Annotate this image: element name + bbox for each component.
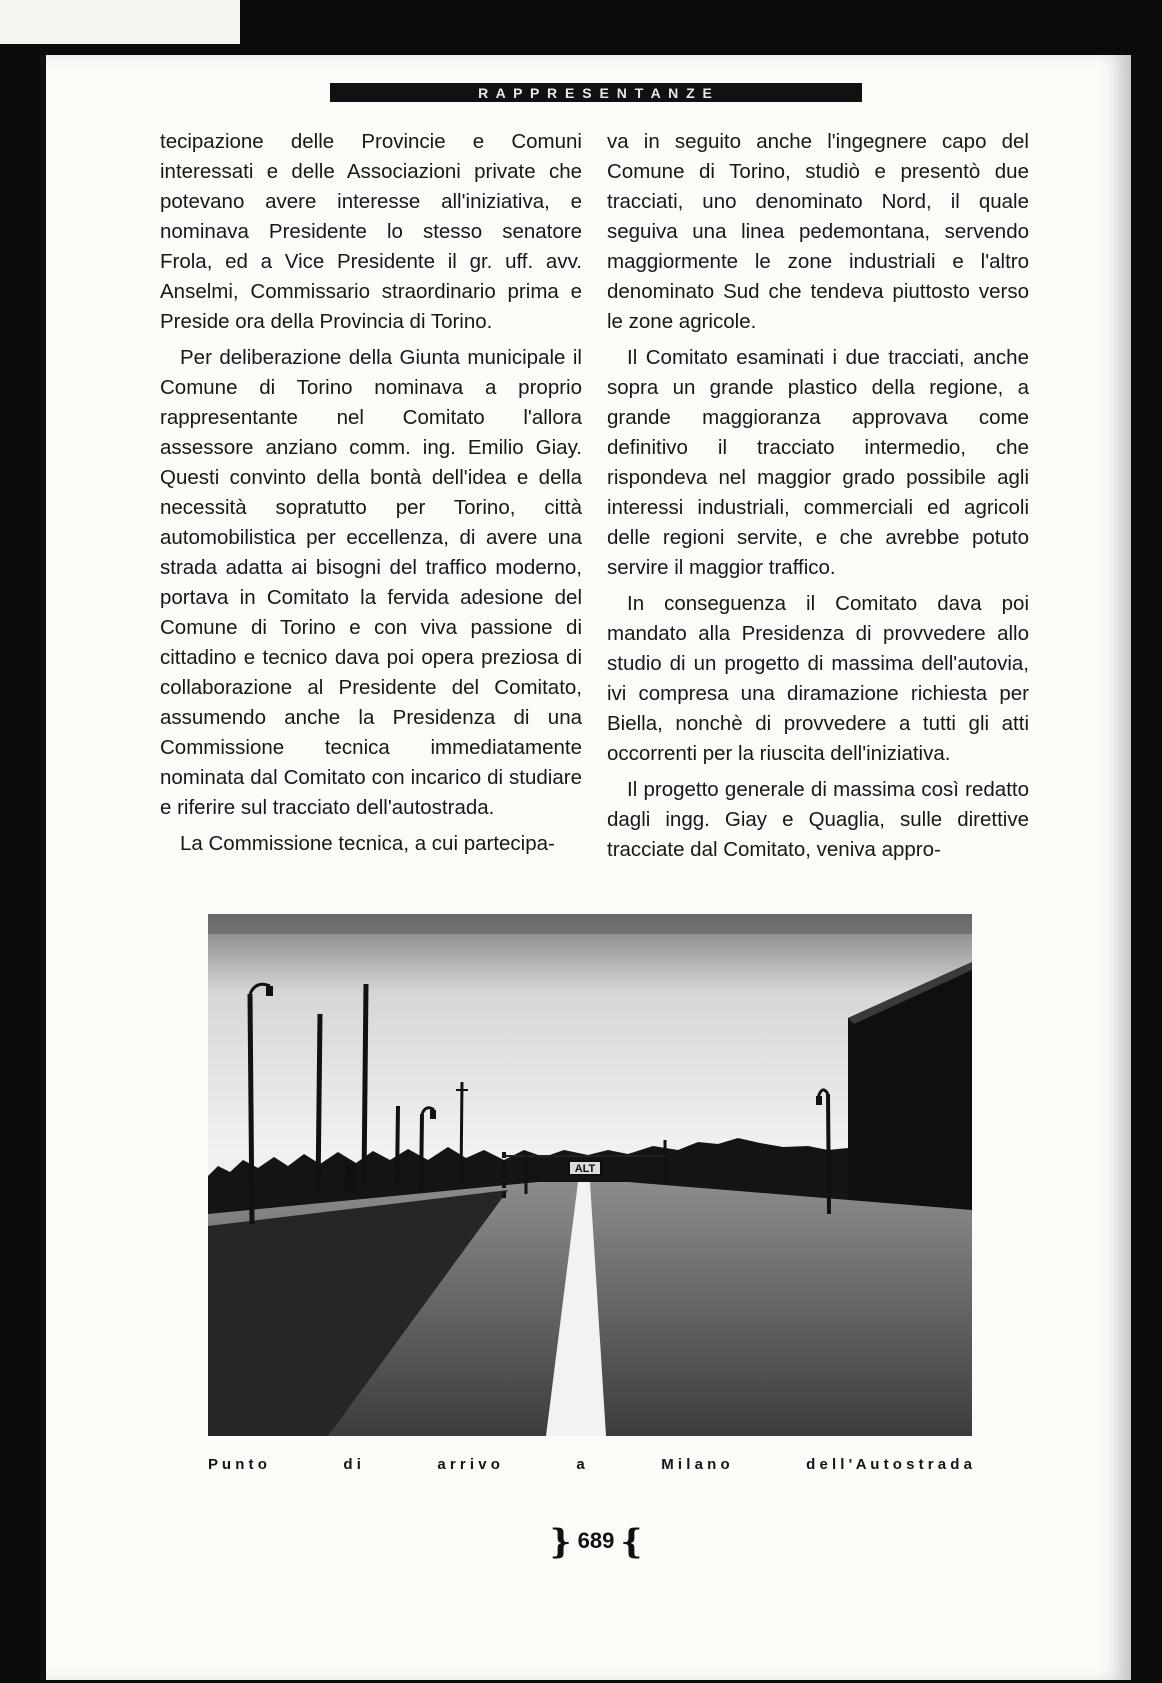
paragraph: Per deliberazione della Giunta municipale il Comune di Torino nominava a proprio rappresentante nel Comitato l'allora assessore anziano comm. ing. Emilio Giay. Questi convinto della bontà dell'idea e della necessità sopratutto per Torino, città automobilistica per eccellenza, di avere una strada adatta ai bisogni del traffico moderno, portava in Comitato la fervida adesione del Comune di Torino e con viva passione di cittadino e tecnico dava poi opera preziosa di collaborazione al Presidente del Comitato, assumendo anche la Presidenza di una Commissione tecnica immediatamente nominata dal Comitato con incarico di studiare e riferire sul tracciato dell'autostrada. (160, 346, 582, 819)
caption-word: d e l l ' A u t o s t r a d a (806, 1456, 972, 1473)
paragraph: Il progetto generale di massima così redatto dagli ingg. Giay e Quaglia, sulle direttive tracciate dal Comitato, veniva appro- (607, 778, 1029, 861)
caption-word: a (576, 1456, 585, 1473)
running-header-title: R A P P R E S E N T A N Z E (478, 84, 714, 101)
folio-bracket-left: } (549, 1522, 572, 1562)
paragraph: In conseguenza il Comitato dava poi mandato alla Presidenza di provvedere allo studio di un progetto di massima dell'autovia, ivi compresa una diramazione richiesta per Biella, nonchè di provvedere a tutti gli atti occorrenti per la riuscita dell'iniziativa. (607, 592, 1029, 765)
photo-top-edge (208, 914, 972, 934)
lamp-head (266, 986, 273, 996)
caption-word: a r r i v o (437, 1456, 500, 1473)
page-number-block (546, 1522, 646, 1562)
figure-silhouette (344, 1164, 356, 1192)
caption-word: M i l a n o (661, 1456, 730, 1473)
alt-sign-text: ALT (574, 1163, 596, 1175)
running-header-band (330, 83, 862, 102)
folio-bracket-right: { (620, 1522, 643, 1562)
caption-word: d i (343, 1456, 361, 1473)
page-number: 689 (577, 1527, 615, 1553)
autostrada-photo (208, 914, 972, 1436)
scan-margin-top (0, 0, 240, 44)
text-column-right (607, 127, 1029, 871)
photo-caption (208, 1456, 972, 1473)
paragraph: va in seguito anche l'ingegnere capo del Comune di Torino, studiò e presentò due tracciati, uno denominato Nord, il quale seguiva una linea pedemontana, servendo maggiormente le zone industriali e l'altro denominato Sud che tendeva piuttosto verso le zone agricole. (607, 130, 1029, 333)
lamp-head (430, 1110, 436, 1119)
text-column-left (160, 127, 582, 865)
paragraph: La Commissione tecnica, a cui partecipa- (180, 832, 555, 855)
paragraph: tecipazione delle Provincie e Comuni interessati e delle Associazioni private che potevano avere interesse all'iniziativa, e nominava Presidente lo stesso senatore Frola, ed a Vice Presidente il gr. uff. avv. Anselmi, Commissario straordinario prima e Preside ora della Provincia di Torino. (160, 130, 582, 333)
paragraph: Il Comitato esaminati i due tracciati, anche sopra un grande plastico della regione, a grande maggioranza approvava come definitivo il tracciato intermedio, che rispondeva nel maggior grado possibile agli interessi industriali, commerciali ed agricoli delle regioni servite, e che avrebbe potuto servire il maggior traffico. (607, 346, 1029, 579)
caption-word: P u n t o (208, 1456, 267, 1473)
